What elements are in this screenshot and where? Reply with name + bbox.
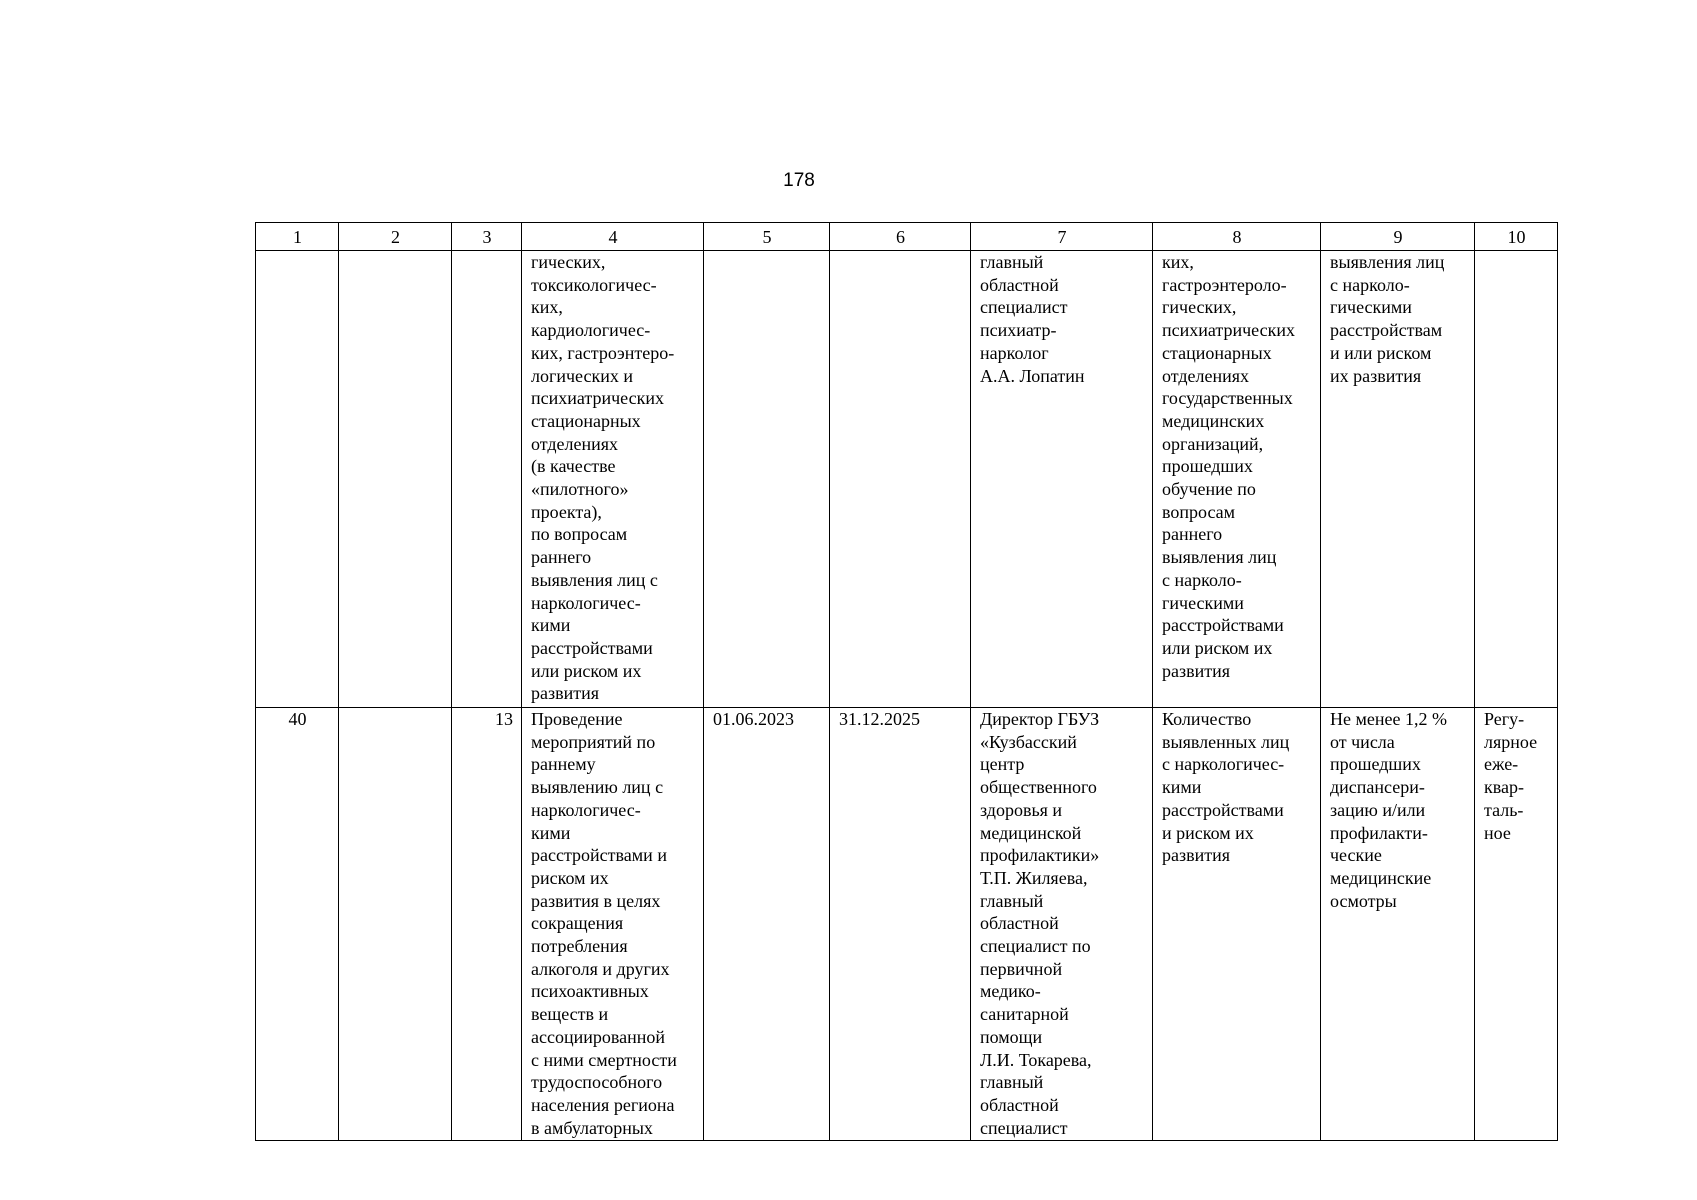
cell-target: выявления лиц с нарколо- гическими расстройствам и или риском их развития — [1321, 251, 1475, 708]
cell-end-date — [830, 251, 971, 708]
cell-start-date: 01.06.2023 — [704, 708, 830, 1141]
column-header: 2 — [339, 223, 452, 251]
cell-periodicity — [1475, 251, 1558, 708]
cell-activity: Проведение мероприятий по раннему выявлению лиц с наркологичес- кими расстройствами и риском их развития в целях сокращения потребления алкоголя и других психоактивных веществ и ассоциированной с ними смертности трудоспособного населения региона в амбулаторных — [522, 708, 704, 1141]
cell-col2 — [339, 251, 452, 708]
cell-start-date — [704, 251, 830, 708]
header-row — [256, 223, 1558, 251]
table-row-continuation — [256, 251, 1558, 708]
table-row-40 — [256, 708, 1558, 1141]
cell-item: 13 — [452, 708, 522, 1141]
column-header: 8 — [1153, 223, 1321, 251]
cell-item — [452, 251, 522, 708]
cell-end-date: 31.12.2025 — [830, 708, 971, 1141]
column-header: 5 — [704, 223, 830, 251]
cell-number — [256, 251, 339, 708]
plan-table — [255, 222, 1558, 1141]
column-header: 7 — [971, 223, 1153, 251]
cell-indicator: ких, гастроэнтероло- гических, психиатрических стационарных отделениях государственных медицинских организаций, прошедших обучение по вопросам раннего выявления лиц с нарколо- гическими расстройствами или риском их развития — [1153, 251, 1321, 708]
column-header: 4 — [522, 223, 704, 251]
cell-indicator: Количество выявленных лиц с наркологичес- кими расстройствами и риском их развития — [1153, 708, 1321, 1141]
cell-number: 40 — [256, 708, 339, 1141]
page-number: 178 — [783, 170, 815, 191]
cell-col2 — [339, 708, 452, 1141]
cell-responsible: Директор ГБУЗ «Кузбасский центр общественного здоровья и медицинской профилактики» Т.П. Жиляева, главный областной специалист по первичной медико- санитарной помощи Л.И. Токарева, главный областной специалист — [971, 708, 1153, 1141]
column-header: 3 — [452, 223, 522, 251]
cell-target: Не менее 1,2 % от числа прошедших диспансери- зацию и/или профилакти- ческие медицинские осмотры — [1321, 708, 1475, 1141]
column-header: 10 — [1475, 223, 1558, 251]
column-header: 9 — [1321, 223, 1475, 251]
cell-activity: гических, токсикологичес- ких, кардиологичес- ких, гастроэнтеро- логических и психиатрических стационарных отделениях (в качестве «пилотного» проекта), по вопросам раннего выявления лиц с наркологичес- кими расстройствами или риском их развития — [522, 251, 704, 708]
cell-periodicity: Регу- лярное еже- квар- таль- ное — [1475, 708, 1558, 1141]
cell-responsible: главный областной специалист психиатр- нарколог А.А. Лопатин — [971, 251, 1153, 708]
column-header: 6 — [830, 223, 971, 251]
column-header: 1 — [256, 223, 339, 251]
